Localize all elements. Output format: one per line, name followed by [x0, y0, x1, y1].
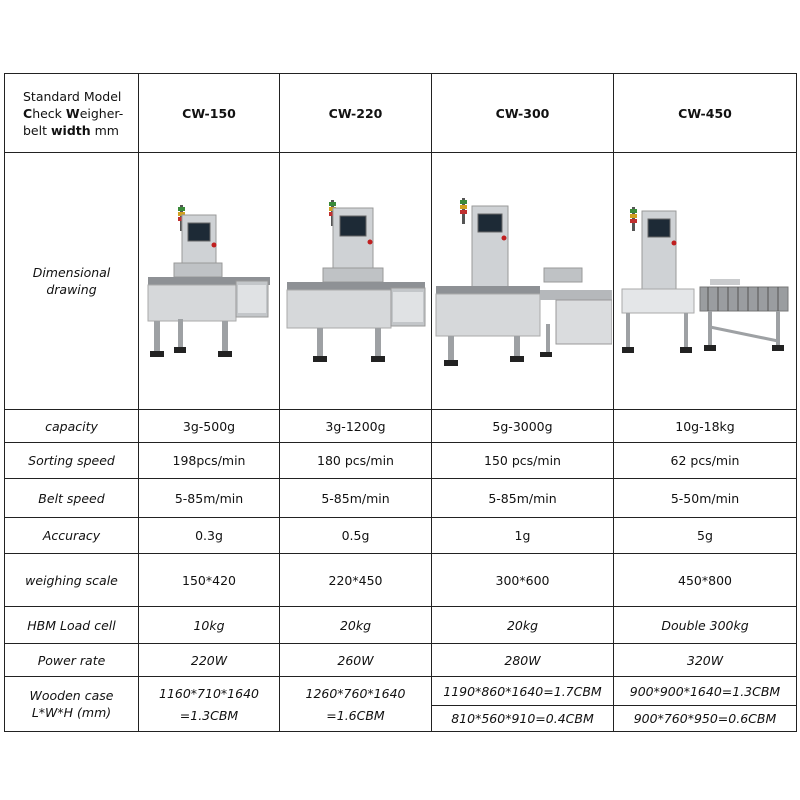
belt-speed-cw150: 5-85m/min [139, 479, 280, 518]
label-hbm-load-cell: HBM Load cell [5, 607, 139, 644]
weighing-scale-cw300: 300*600 [432, 554, 614, 607]
row-belt-speed [5, 479, 797, 518]
accuracy-cw450: 5g [614, 518, 797, 554]
spec-table [4, 73, 797, 732]
cw220-image-cell [280, 153, 432, 410]
cw150-machine-image [144, 201, 274, 361]
model-cw150: CW-150 [139, 74, 280, 153]
model-cw220: CW-220 [280, 74, 432, 153]
accuracy-cw150: 0.3g [139, 518, 280, 554]
wooden-case-label-line1: Wooden case [29, 688, 114, 703]
cw150-image-cell [139, 153, 280, 410]
weighing-scale-cw150: 150*420 [139, 554, 280, 607]
cw450-machine-image [620, 201, 790, 361]
row-accuracy [5, 518, 797, 554]
power-rate-cw450: 320W [614, 644, 797, 677]
sorting-speed-cw220: 180 pcs/min [280, 443, 432, 479]
label-weighing-scale: weighing scale [5, 554, 139, 607]
drawing-row [5, 153, 797, 410]
belt-speed-cw220: 5-85m/min [280, 479, 432, 518]
cw220-machine-image [283, 196, 429, 366]
row-power-rate [5, 644, 797, 677]
model-cw300: CW-300 [432, 74, 614, 153]
cw300-machine-image [434, 194, 612, 369]
cw450-image-cell [614, 153, 797, 410]
drawing-label-line1: Dimensional [32, 265, 111, 280]
belt-speed-cw300: 5-85m/min [432, 479, 614, 518]
label-power-rate: Power rate [5, 644, 139, 677]
power-rate-cw220: 260W [280, 644, 432, 677]
label-capacity: capacity [5, 410, 139, 443]
wooden-case-cw450-a: 900*900*1640=1.3CBM [614, 677, 797, 706]
model-header-line2: Check Weigher- [23, 105, 124, 121]
load-cell-cw150: 10kg [139, 607, 280, 644]
wooden-case-cw220-line2: =1.6CBM [326, 707, 385, 723]
accuracy-cw220: 0.5g [280, 518, 432, 554]
wooden-case-cw220-line1: 1260*760*1640 [305, 685, 406, 701]
load-cell-cw450: Double 300kg [614, 607, 797, 644]
accuracy-cw300: 1g [432, 518, 614, 554]
weighing-scale-cw220: 220*450 [280, 554, 432, 607]
capacity-cw450: 10g-18kg [614, 410, 797, 443]
capacity-cw150: 3g-500g [139, 410, 280, 443]
sorting-speed-cw150: 198pcs/min [139, 443, 280, 479]
capacity-cw220: 3g-1200g [280, 410, 432, 443]
wooden-case-cw300-a: 1190*860*1640=1.7CBM [432, 677, 614, 706]
label-sorting-speed: Sorting speed [5, 443, 139, 479]
label-belt-speed: Belt speed [5, 479, 139, 518]
sorting-speed-cw300: 150 pcs/min [432, 443, 614, 479]
wooden-case-cw450-b: 900*760*950=0.6CBM [614, 706, 797, 732]
power-rate-cw300: 280W [432, 644, 614, 677]
row-weighing-scale [5, 554, 797, 607]
wooden-case-cw150-line2: =1.3CBM [179, 707, 239, 723]
load-cell-cw300: 20kg [432, 607, 614, 644]
row-hbm-load-cell [5, 607, 797, 644]
wooden-case-cw150-line1: 1160*710*1640 [159, 685, 259, 701]
drawing-label [5, 153, 139, 410]
capacity-cw300: 5g-3000g [432, 410, 614, 443]
power-rate-cw150: 220W [139, 644, 280, 677]
sorting-speed-cw450: 62 pcs/min [614, 443, 797, 479]
wooden-case-label-line2: L*W*H (mm) [31, 705, 112, 720]
model-header-line3: belt width mm [23, 122, 119, 138]
model-cw450: CW-450 [614, 74, 797, 153]
weighing-scale-cw450: 450*800 [614, 554, 797, 607]
wooden-case-cw150 [139, 677, 280, 732]
cw300-image-cell [432, 153, 614, 410]
load-cell-cw220: 20kg [280, 607, 432, 644]
wooden-case-cw300-b: 810*560*910=0.4CBM [432, 706, 614, 732]
model-header-cell [5, 74, 139, 153]
row-capacity [5, 410, 797, 443]
label-accuracy: Accuracy [5, 518, 139, 554]
wooden-case-cw220 [280, 677, 432, 732]
belt-speed-cw450: 5-50m/min [614, 479, 797, 518]
model-header-line1: Standard Model [23, 88, 122, 104]
drawing-label-line2: drawing [46, 282, 97, 297]
header-row [5, 74, 797, 153]
row-sorting-speed [5, 443, 797, 479]
row-wooden-case-a [5, 677, 797, 706]
label-wooden-case [5, 677, 139, 732]
